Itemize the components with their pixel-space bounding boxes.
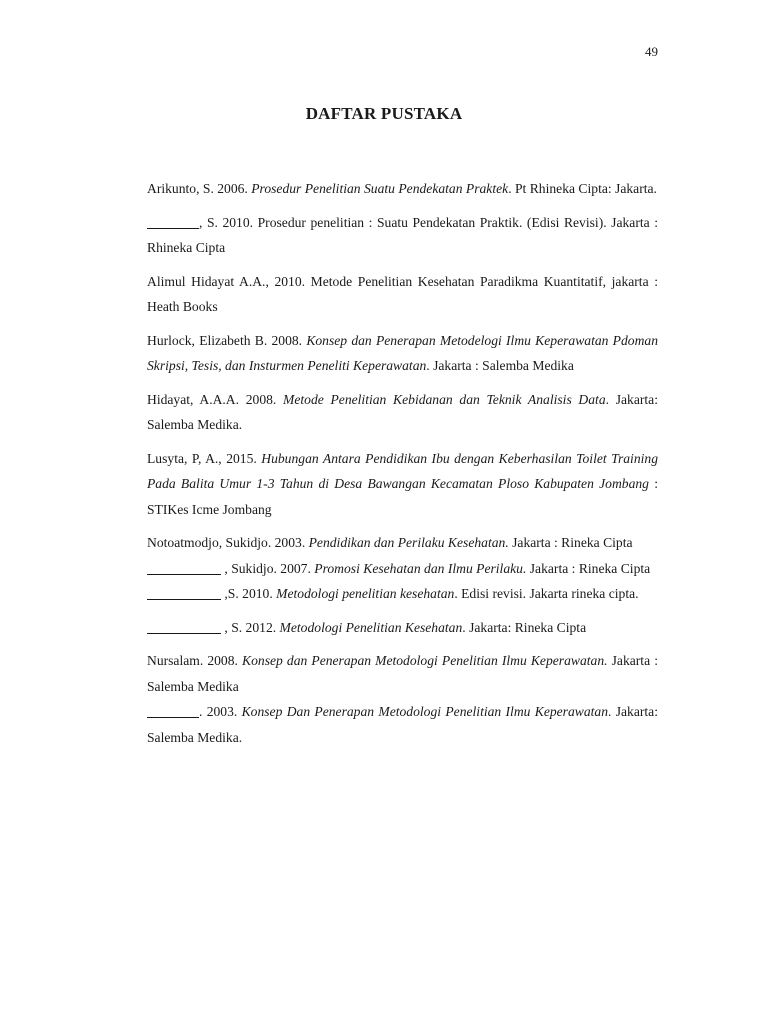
reference-entry: Hidayat, A.A.A. 2008. Metode Penelitian Kebidanan dan Teknik Analisis Data. Jakarta: Salemba Medika.: [147, 391, 658, 432]
reference-list: [147, 176, 658, 750]
reference-entry: , S. 2012. Metodologi Penelitian Kesehatan. Jakarta: Rineka Cipta: [147, 615, 658, 641]
reference-entry: , S. 2010. Prosedur penelitian : Suatu Pendekatan Praktik. (Edisi Revisi). Jakarta : Rhineka Cipta: [147, 214, 658, 255]
author-repeat-line: [147, 619, 221, 634]
reference-entry: ,S. 2010. Metodologi penelitian kesehatan. Edisi revisi. Jakarta rineka cipta.: [147, 581, 658, 607]
author-repeat-line: [147, 703, 199, 718]
reference-entry: Nursalam. 2008. Konsep dan Penerapan Metodologi Penelitian Ilmu Keperawatan. Jakarta : Salemba Medika: [147, 653, 658, 694]
reference-entry: , Sukidjo. 2007. Promosi Kesehatan dan Ilmu Perilaku. Jakarta : Rineka Cipta: [147, 556, 658, 582]
page-title: DAFTAR PUSTAKA: [305, 104, 463, 123]
page-number: 49: [645, 44, 658, 59]
reference-entry: Alimul Hidayat A.A., 2010. Metode Penelitian Kesehatan Paradikma Kuantitatif, jakarta : Heath Books: [147, 273, 658, 314]
reference-entry: Arikunto, S. 2006. Prosedur Penelitian Suatu Pendekatan Praktek. Pt Rhineka Cipta: Jakarta.: [147, 181, 657, 196]
author-repeat-line: [147, 560, 221, 575]
author-repeat-line: [147, 214, 199, 229]
reference-entry: Hurlock, Elizabeth B. 2008. Konsep dan Penerapan Metodelogi Ilmu Keperawatan Pdoman Skripsi, Tesis, dan Insturmen Peneliti Keperawatan. Jakarta : Salemba Medika: [147, 332, 658, 373]
author-repeat-line: [147, 585, 221, 600]
reference-entry: . 2003. Konsep Dan Penerapan Metodologi Penelitian Ilmu Keperawatan. Jakarta: Salemba Medika.: [147, 704, 658, 745]
reference-entry: Notoatmodjo, Sukidjo. 2003. Pendidikan dan Perilaku Kesehatan. Jakarta : Rineka Cipta: [147, 535, 633, 550]
reference-entry: Lusyta, P, A., 2015. Hubungan Antara Pendidikan Ibu dengan Keberhasilan Toilet Training Pada Balita Umur 1-3 Tahun di Desa Bawangan Kecamatan Ploso Kabupaten Jombang : STIKes Icme Jombang: [147, 450, 658, 517]
